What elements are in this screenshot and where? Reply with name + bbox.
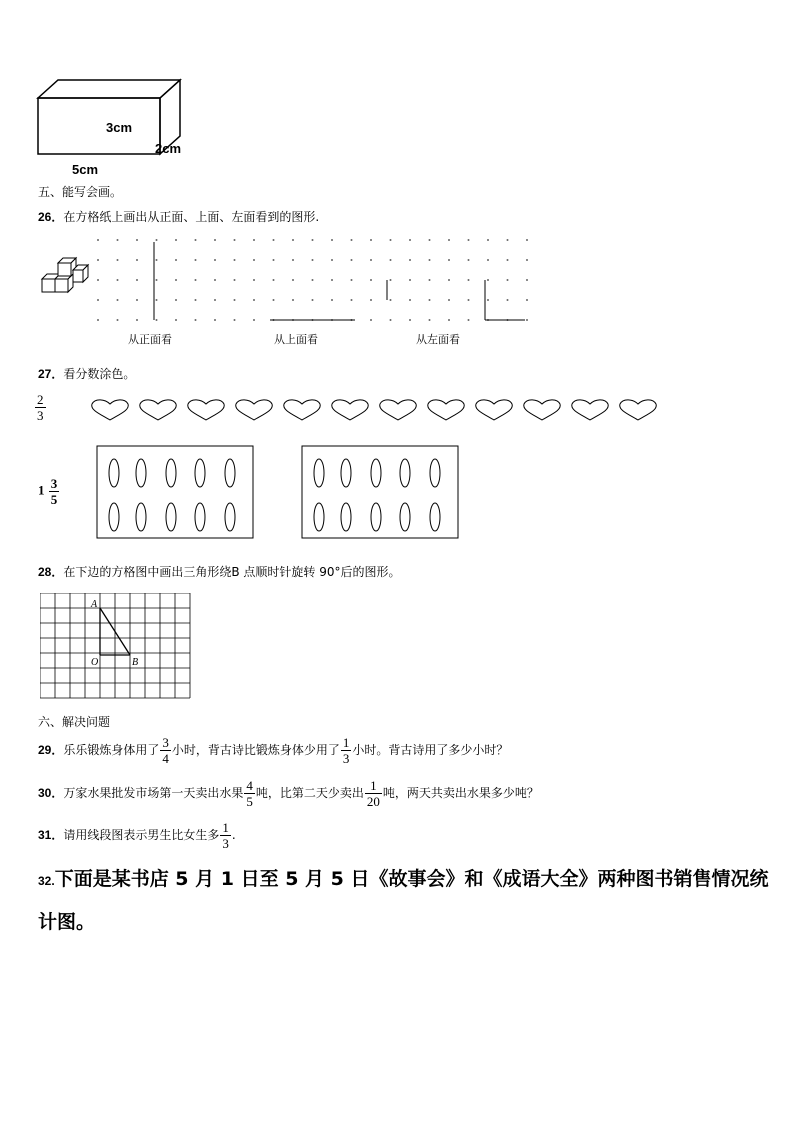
grid-dot (292, 299, 294, 301)
cubes-figure (38, 255, 94, 299)
q30-f2-den: 20 (366, 794, 380, 809)
q30-number: 30． (38, 786, 64, 800)
grid-dot (429, 239, 431, 241)
grid-dot (312, 279, 314, 281)
grid-dot (175, 279, 177, 281)
heart-shape (332, 400, 369, 420)
q29-f1-num: 3 (162, 735, 169, 750)
view-label-left: 从左面看 (416, 333, 460, 346)
grid-dot (214, 239, 216, 241)
q29-f1-den: 4 (162, 751, 169, 766)
cuboid-depth-label: 2cm (155, 141, 182, 156)
heart-shape (140, 400, 177, 420)
hearts-row (88, 398, 668, 424)
q30-part2: 吨，比第二天少卖出 (255, 786, 364, 800)
grid-dot (136, 299, 138, 301)
q26-text (38, 208, 319, 225)
grid-dot (429, 319, 431, 321)
q27-question: 看分数涂色。 (63, 367, 136, 381)
heart-shape (92, 400, 129, 420)
q30-f2-num: 1 (365, 779, 382, 794)
q27-text (38, 365, 135, 382)
grid-dot (273, 239, 275, 241)
heart-shape (524, 400, 561, 420)
grid-dot (234, 299, 236, 301)
grid-dot (136, 319, 138, 321)
grid-dot (370, 299, 372, 301)
grid-dot (409, 259, 411, 261)
grid-dot (136, 259, 138, 261)
q30-fraction-1 (244, 779, 255, 808)
heart-shape (428, 400, 465, 420)
grid-dot (214, 299, 216, 301)
q29-f2-num: 1 (342, 735, 350, 750)
grid-dot (195, 259, 197, 261)
q26-question: 在方格纸上画出从正面、上面、左面看到的图形. (63, 210, 320, 224)
heart-shape (476, 400, 513, 420)
grid-dot (429, 299, 431, 301)
q29-f2-den: 3 (342, 751, 350, 766)
grid-dot (351, 259, 353, 261)
grid-dot (117, 239, 119, 241)
grid-dot (156, 259, 158, 261)
grid-dot (331, 299, 333, 301)
q32-text-line1: 下面是某书店 5 月 1 日至 5 月 5 日《故事会》和《成语大全》两种图书销售情况统 (54, 868, 769, 890)
point-b-label: B (132, 657, 139, 668)
grid-dot (253, 299, 255, 301)
grid-dot (117, 299, 119, 301)
q29-part2: 小时，背古诗比锻炼身体少用了 (171, 743, 340, 757)
grid-dot (370, 239, 372, 241)
grid-dot (292, 239, 294, 241)
rotation-grid (40, 593, 194, 703)
grid-dot (468, 319, 470, 321)
grid-dot (331, 279, 333, 281)
oval-box-1 (96, 445, 256, 541)
grid-dot (448, 279, 450, 281)
frac2-whole: 1 (38, 482, 45, 498)
heart-shape (380, 400, 417, 420)
grid-dot (195, 319, 197, 321)
grid-dot (136, 279, 138, 281)
grid-dot (526, 299, 528, 301)
grid-dot (507, 299, 509, 301)
section-6-title: 六、解决问题 (38, 715, 111, 729)
oval-box-2 (301, 445, 461, 541)
cuboid-height-label: 3cm (106, 120, 133, 135)
mixed-fraction (38, 477, 60, 506)
grid-dot (390, 319, 392, 321)
grid-dot (351, 279, 353, 281)
grid-dot (156, 319, 158, 321)
grid-dot (175, 239, 177, 241)
grid-dot (448, 259, 450, 261)
q32-number: 32. (38, 874, 55, 888)
section-5-title: 五、能写会画。 (38, 185, 123, 199)
grid-dot (370, 279, 372, 281)
grid-dot (175, 259, 177, 261)
q26-number: 26． (38, 210, 64, 224)
heart-shape (572, 400, 609, 420)
point-o-label: O (91, 657, 99, 668)
grid-dot (117, 259, 119, 261)
grid-dot (370, 259, 372, 261)
q28-text (38, 563, 401, 580)
q29-number: 29． (38, 743, 64, 757)
grid-dot (312, 239, 314, 241)
grid-dot (448, 239, 450, 241)
grid-dot (234, 239, 236, 241)
grid-dot (253, 259, 255, 261)
dot-grid (90, 232, 530, 327)
grid-dot (234, 279, 236, 281)
grid-dot (175, 319, 177, 321)
heart-shape (188, 400, 225, 420)
grid-dot (117, 319, 119, 321)
grid-dot (526, 319, 528, 321)
grid-dot (487, 259, 489, 261)
grid-dot (97, 259, 99, 261)
q29-fraction-2 (341, 736, 352, 765)
q30-part3: 吨，两天共卖出水果多少吨？ (382, 786, 539, 800)
heart-shape (284, 400, 321, 420)
q31-part1: 请用线段图表示男生比女生多 (63, 828, 220, 842)
grid-dot (448, 299, 450, 301)
q30-text (38, 775, 539, 811)
grid-dot (292, 259, 294, 261)
grid-dot (214, 319, 216, 321)
grid-dot (195, 279, 197, 281)
grid-dot (390, 299, 392, 301)
grid-dot (97, 239, 99, 241)
grid-dot (195, 299, 197, 301)
grid-dot (117, 279, 119, 281)
grid-dot (331, 259, 333, 261)
heart-shape (236, 400, 273, 420)
q30-f1-num: 4 (246, 778, 253, 793)
grid-dot (292, 279, 294, 281)
frac2-numerator: 3 (50, 476, 58, 491)
q29-part1: 乐乐锻炼身体用了 (63, 743, 160, 757)
grid-dot (97, 299, 99, 301)
grid-dot (468, 279, 470, 281)
grid-dot (487, 279, 489, 281)
q30-fraction-2 (365, 779, 382, 808)
q28-number: 28． (38, 565, 64, 579)
grid-dot (214, 279, 216, 281)
frac1-denominator: 3 (37, 408, 44, 423)
grid-dot (526, 239, 528, 241)
grid-dot (136, 239, 138, 241)
grid-dot (390, 259, 392, 261)
grid-dot (390, 279, 392, 281)
q28-question: 在下边的方格图中画出三角形绕B 点顺时针旋转 90°后的图形。 (63, 565, 401, 579)
grid-dot (468, 259, 470, 261)
fraction-two-thirds (34, 393, 47, 422)
grid-dot (448, 319, 450, 321)
grid-dot (390, 239, 392, 241)
q31-f1-num: 1 (222, 820, 229, 835)
grid-dot (468, 239, 470, 241)
q31-fraction-1 (220, 821, 231, 850)
grid-dot (253, 239, 255, 241)
grid-dot (507, 259, 509, 261)
grid-dot (97, 279, 99, 281)
q29-part3: 小时。背古诗用了多少小时？ (352, 743, 509, 757)
grid-dot (487, 239, 489, 241)
q31-text (38, 817, 236, 853)
grid-dot (526, 259, 528, 261)
grid-dot (97, 319, 99, 321)
grid-dot (351, 299, 353, 301)
grid-dot (351, 239, 353, 241)
grid-dot (214, 259, 216, 261)
frac2-denominator: 5 (50, 492, 58, 507)
grid-dot (234, 259, 236, 261)
grid-dot (175, 299, 177, 301)
grid-dot (312, 259, 314, 261)
grid-dot (507, 239, 509, 241)
q31-number: 31． (38, 828, 64, 842)
q27-number: 27． (38, 367, 64, 381)
grid-dot (312, 299, 314, 301)
grid-dot (409, 319, 411, 321)
grid-dot (409, 279, 411, 281)
heart-shape (620, 400, 657, 420)
frac1-numerator: 2 (37, 392, 44, 407)
q32-line1 (38, 864, 769, 891)
point-a-label: A (91, 599, 98, 610)
grid-dot (273, 279, 275, 281)
grid-dot (409, 239, 411, 241)
grid-dot (156, 279, 158, 281)
grid-dot (195, 239, 197, 241)
grid-dot (273, 299, 275, 301)
q30-part1: 万家水果批发市场第一天卖出水果 (63, 786, 244, 800)
grid-dot (507, 279, 509, 281)
grid-dot (234, 319, 236, 321)
grid-dot (526, 279, 528, 281)
grid-dot (429, 259, 431, 261)
grid-dot (370, 319, 372, 321)
grid-dot (429, 279, 431, 281)
q29-text (38, 732, 508, 768)
grid-dot (331, 239, 333, 241)
cuboid-length-label: 5cm (72, 162, 99, 177)
grid-dot (409, 299, 411, 301)
q32-line2: 计图。 (38, 911, 96, 933)
q30-f1-den: 5 (246, 794, 253, 809)
grid-dot (156, 239, 158, 241)
view-label-front: 从正面看 (128, 333, 172, 346)
grid-dot (273, 259, 275, 261)
grid-dot (253, 279, 255, 281)
q29-fraction-1 (160, 736, 171, 765)
grid-dot (156, 299, 158, 301)
grid-dot (487, 299, 489, 301)
grid-dot (468, 299, 470, 301)
q31-part2: . (231, 828, 236, 842)
q31-f1-den: 3 (222, 836, 229, 851)
view-label-top: 从上面看 (274, 333, 318, 346)
grid-dot (253, 319, 255, 321)
